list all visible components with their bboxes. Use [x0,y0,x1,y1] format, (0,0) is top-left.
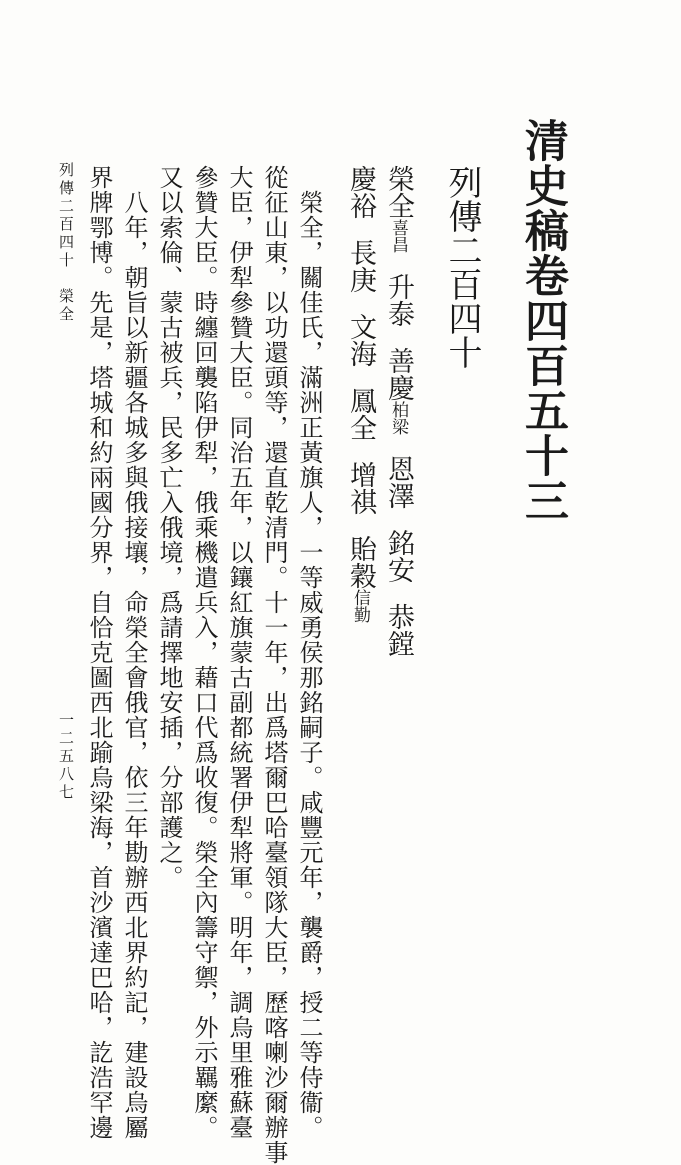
biography-name: 升泰 [383,273,414,327]
biography-name: 文海 [345,313,376,367]
running-head: 列傳二百四十 榮全 [57,162,75,324]
name-spacer [398,435,399,455]
biography-names-line-2 [347,165,374,623]
page-number: 一二五八七 [57,712,75,802]
biography-name: 鳳全 [345,387,376,441]
text-column-5: 又以索倫、蒙古被兵，民多亡入俄境，爲請擇地安插，分部護之。 [155,165,183,890]
name-spacer [398,327,399,347]
biography-name: 恭鏜 [383,603,414,657]
biography-name: 恩澤 [383,455,414,509]
name-spacer [398,583,399,603]
name-spacer [398,509,399,529]
biography-names-line-1 [385,165,412,657]
text-column-7: 界牌鄂博。先是，塔城和約兩國分界，自恰克圖西北踰烏梁海，首沙濱達巴哈，訖浩罕邊 [85,165,113,1140]
appended-biography-name: 喜昌 [388,219,408,253]
biography-name: 善慶 [383,347,414,401]
text-column-4: 參贊大臣。時纏回襲陷伊犁，俄乘機遣兵入，藉口代爲收復。榮全內籌守禦，外示羈縻。 [190,165,218,1140]
biography-name: 長庚 [345,239,376,293]
name-spacer [360,367,361,387]
name-spacer [360,441,361,461]
text-column-1: 榮全，關佳氏，滿洲正黃旗人，一等威勇侯那銘嗣子。咸豐元年，襲爵，授二等侍衞。 [295,165,323,1140]
biography-name: 慶裕 [345,165,376,219]
name-spacer [360,219,361,239]
name-spacer [360,293,361,313]
name-spacer [398,253,399,273]
appended-biography-name: 信勤 [350,589,370,623]
text-column-6: 八年，朝旨以新疆各城多與俄接壤，命榮全會俄官，依三年勘辦西北界約記，建設烏屬 [120,165,148,1140]
text-column-3: 大臣，伊犁參贊大臣。同治五年，以鑲紅旗蒙古副都統署伊犁將軍。明年，調烏里雅蘇臺 [225,165,253,1140]
appended-biography-name: 柏梁 [388,401,408,435]
text-column-2: 從征山東，以功還頭等，還直乾清門。十一年，出爲塔爾巴哈臺領隊大臣，歷喀喇沙爾辦事 [260,165,288,1165]
biography-name: 榮全 [383,165,414,219]
biography-name: 貽穀 [345,535,376,589]
name-spacer [360,515,361,535]
biography-name: 增祺 [345,461,376,515]
volume-title: 清史稿卷四百五十三 [517,118,568,523]
section-title: 列傳二百四十 [442,165,482,369]
biography-name: 銘安 [383,529,414,583]
